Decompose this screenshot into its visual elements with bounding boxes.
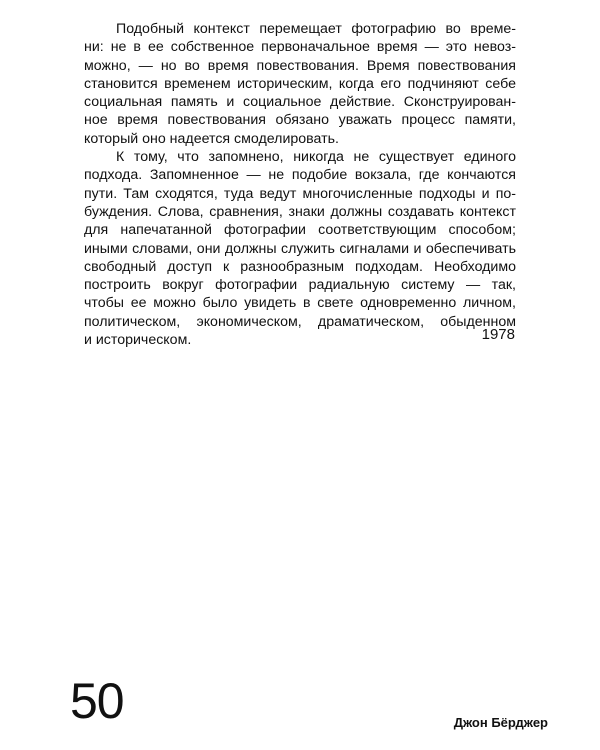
text-line: пути. Там сходятся, туда ведут многочисленные подходы и по- [84, 185, 516, 202]
text-line: подхода. Запомненное — не подобие вокзала, где кончаются [84, 167, 516, 184]
page-number: 50 [70, 673, 124, 729]
text-line: К тому, что запомнено, никогда не существует единого [116, 149, 516, 166]
text-line: и историческом. [84, 332, 192, 349]
text-line: иными словами, они должны служить сигналами и обеспечивать [84, 240, 516, 257]
text-line: можно, — но во время повествования. Время повествования [84, 57, 516, 74]
body-text [84, 20, 516, 349]
text-line: социальная память и социальное действие. Сконструирован- [84, 94, 516, 111]
text-line: становится временем историческим, когда его подчиняют себе [84, 75, 516, 92]
date-signature: 1978 [481, 326, 515, 343]
text-line: построить вокруг фотографии радиальную систему — так, [84, 277, 516, 294]
paragraph-2 [84, 148, 516, 349]
text-line: Подобный контекст перемещает фотографию во време- [116, 21, 516, 37]
text-line: чтобы ее можно было увидеть в свете одновременно личном, [84, 295, 516, 312]
running-footer-author: Джон Бёрджер [453, 715, 548, 730]
text-line: который оно надеется смоделировать. [84, 130, 339, 147]
text-line: для напечатанной фотографии соответствующим способом; [84, 222, 516, 239]
text-line: ни: не в ее собственное первоначальное время — это невоз- [84, 39, 516, 56]
text-line: буждения. Слова, сравнения, знаки должны создавать контекст [84, 203, 516, 220]
text-line: политическом, экономическом, драматическом, обыденном [84, 313, 516, 330]
text-line: свободный доступ к разнообразным подходам. Необходимо [84, 258, 516, 275]
paragraph-1 [84, 20, 516, 148]
text-line: ное время повествования обязано уважать процесс памяти, [84, 112, 516, 129]
